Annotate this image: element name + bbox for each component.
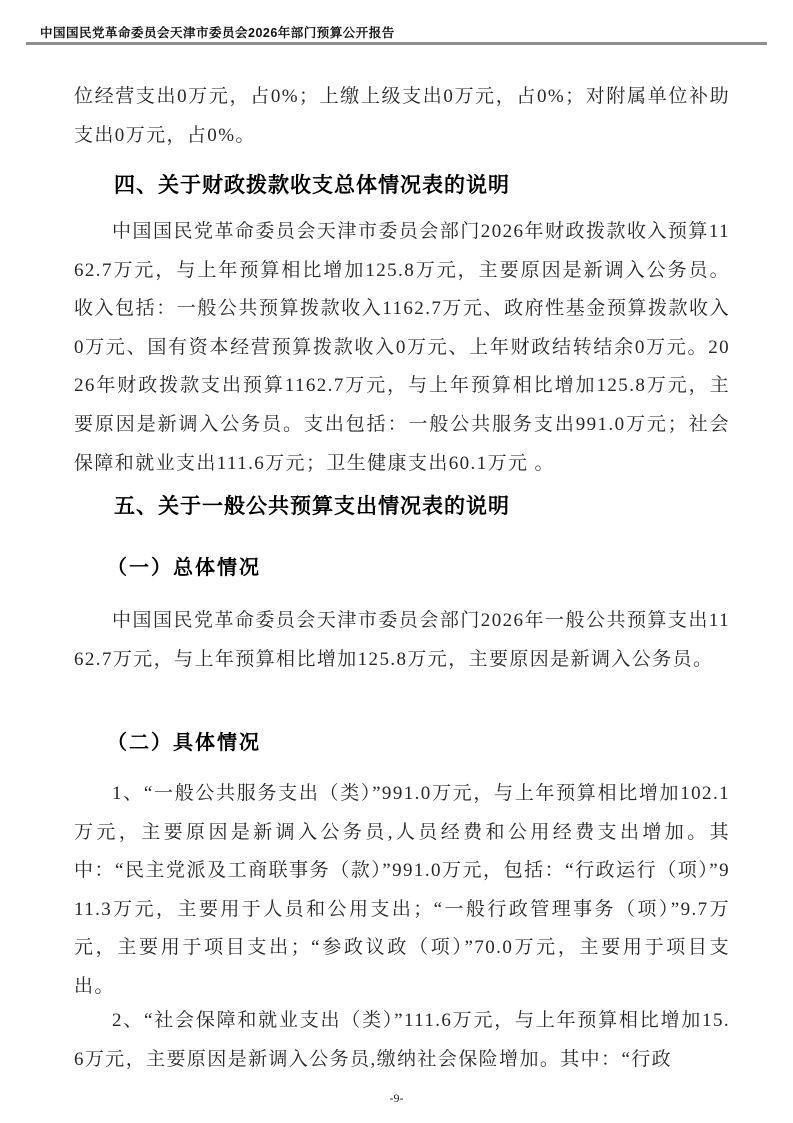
section4-body-paragraph: 中国国民党革命委员会天津市委员会部门2026年财政拨款收入预算1162.7万元，与上年预算相比增加125.8万元，主要原因是新调入公务员。收入包括：一般公共预算拨款收入1162.7万元、政府性基金预算拨款收入0万元、国有资本经营预算拨款收入0万元、上年财政结转结余0万元。2026年财政拨款支出预算1162.7万元，与上年预算相比增加125.8万元，主要原因是新调入公务员。支出包括：一般公共服务支出991.0万元；社会保障和就业支出111.6万元；卫生健康支出60.1万元 。 xyxy=(74,221,730,474)
section5-sub1-heading: （一）总体情况 xyxy=(107,557,261,579)
section5-sub2-heading: （二）具体情况 xyxy=(107,732,261,754)
header-divider-rule xyxy=(26,42,767,45)
section5-sub1-paragraph: 中国国民党革命委员会天津市委员会部门2026年一般公共预算支出1162.7万元，与上年预算相比增加125.8万元，主要原因是新调入公务员。 xyxy=(74,610,730,670)
section5-sub2-item2-paragraph: 2、“社会保障和就业支出（类）”111.6万元，与上年预算相比增加15.6万元，主要原因是新调入公务员,缴纳社会保险增加。其中：“行政 xyxy=(74,1010,730,1070)
page-number: -9- xyxy=(389,1091,404,1105)
document-header-title: 中国国民党革命委员会天津市委员会2026年部门预算公开报告 xyxy=(40,26,395,40)
section5-heading: 五、关于一般公共预算支出情况表的说明 xyxy=(114,495,510,518)
section5-sub2-item1-paragraph: 1、“一般公共服务支出（类）”991.0万元，与上年预算相比增加102.1万元，主要原因是新调入公务员,人员经费和公用经费支出增加。其中：“民主党派及工商联事务（款）”991.0万元，包括：“行政运行（项）”911.3万元，主要用于人员和公用支出；“一般行政管理事务（项）”9.7万元，主要用于项目支出；“参政议政（项）”70.0万元，主要用于项目支出。 xyxy=(74,783,731,997)
paragraph-continuation: 位经营支出0万元，占0%；上缴上级支出0万元，占0%；对附属单位补助支出0万元，占0%。 xyxy=(74,86,730,146)
section4-heading: 四、关于财政拨款收支总体情况表的说明 xyxy=(114,174,510,197)
